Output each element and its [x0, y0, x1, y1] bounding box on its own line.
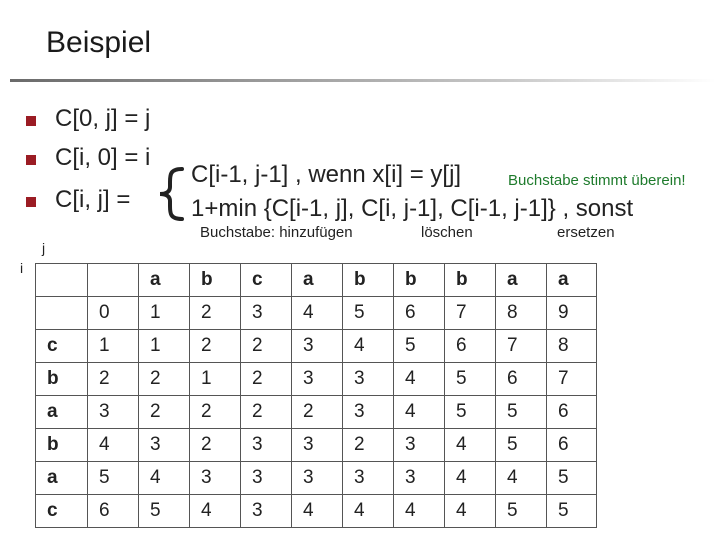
column-letter-cell: b: [445, 264, 496, 297]
value-cell: 3: [343, 396, 394, 429]
distance-table: [35, 263, 597, 528]
empty-row-letter-cell: [36, 297, 88, 330]
column-letter-cell: a: [547, 264, 597, 297]
value-cell: 4: [292, 297, 343, 330]
bullet-marker: [26, 197, 36, 207]
value-cell: 7: [445, 297, 496, 330]
value-cell: 2: [190, 429, 241, 462]
value-cell: 3: [343, 462, 394, 495]
value-cell: 2: [190, 396, 241, 429]
value-cell: 4: [139, 462, 190, 495]
value-cell: 5: [445, 396, 496, 429]
value-cell: 3: [241, 429, 292, 462]
row-letter-cell: a: [36, 462, 88, 495]
axis-label-j: j: [42, 240, 46, 256]
value-cell: 3: [292, 363, 343, 396]
value-cell: 5: [547, 462, 597, 495]
rule-first-row: C[0, j] = j: [55, 105, 151, 132]
value-cell: 4: [292, 495, 343, 528]
row-letter-cell: c: [36, 495, 88, 528]
column-letter-cell: a: [292, 264, 343, 297]
value-cell: 3: [292, 330, 343, 363]
value-cell: 2: [241, 330, 292, 363]
value-cell: 1: [190, 363, 241, 396]
value-cell: 3: [139, 429, 190, 462]
value-cell: 3: [241, 462, 292, 495]
value-cell: 2: [139, 396, 190, 429]
value-cell: 3: [292, 429, 343, 462]
value-cell: 4: [394, 396, 445, 429]
value-cell: 6: [445, 330, 496, 363]
empty-header-cell: [88, 264, 139, 297]
value-cell: 5: [343, 297, 394, 330]
value-cell: 2: [139, 363, 190, 396]
value-cell: 4: [496, 462, 547, 495]
value-cell: 4: [445, 429, 496, 462]
value-cell: 3: [190, 462, 241, 495]
value-cell: 6: [88, 495, 139, 528]
bullet-marker: [26, 155, 36, 165]
note-delete: löschen: [421, 224, 473, 241]
value-cell: 3: [343, 363, 394, 396]
value-cell: 5: [394, 330, 445, 363]
value-cell: 6: [496, 363, 547, 396]
value-cell: 4: [445, 495, 496, 528]
value-cell: 5: [496, 495, 547, 528]
value-cell: 3: [241, 495, 292, 528]
value-cell: 2: [241, 363, 292, 396]
row-letter-cell: b: [36, 429, 88, 462]
slide-title: Beispiel: [46, 26, 152, 59]
value-cell: 2: [241, 396, 292, 429]
value-cell: 2: [343, 429, 394, 462]
value-cell: 7: [496, 330, 547, 363]
value-cell: 2: [190, 330, 241, 363]
column-letter-cell: b: [343, 264, 394, 297]
value-cell: 3: [394, 429, 445, 462]
row-letter-cell: a: [36, 396, 88, 429]
value-cell: 1: [88, 330, 139, 363]
value-cell: 8: [547, 330, 597, 363]
table-row: [36, 462, 597, 495]
table-row: [36, 330, 597, 363]
value-cell: 3: [394, 462, 445, 495]
title-divider: [10, 79, 716, 82]
value-cell: 2: [292, 396, 343, 429]
table-row: [36, 495, 597, 528]
rule-first-column: C[i, 0] = i: [55, 144, 151, 171]
value-cell: 8: [496, 297, 547, 330]
value-cell: 1: [139, 330, 190, 363]
value-cell: 2: [88, 363, 139, 396]
value-cell: 4: [88, 429, 139, 462]
value-cell: 9: [547, 297, 597, 330]
value-cell: 6: [547, 396, 597, 429]
value-cell: 3: [88, 396, 139, 429]
value-cell: 4: [190, 495, 241, 528]
value-cell: 1: [139, 297, 190, 330]
value-cell: 5: [496, 396, 547, 429]
value-cell: 4: [343, 495, 394, 528]
column-letter-cell: a: [496, 264, 547, 297]
value-cell: 5: [445, 363, 496, 396]
value-cell: 6: [394, 297, 445, 330]
value-cell: 4: [394, 495, 445, 528]
value-cell: 0: [88, 297, 139, 330]
value-cell: 5: [139, 495, 190, 528]
row-letter-cell: c: [36, 330, 88, 363]
column-letter-cell: c: [241, 264, 292, 297]
value-cell: 3: [241, 297, 292, 330]
value-cell: 7: [547, 363, 597, 396]
curly-brace-icon: [157, 166, 187, 222]
value-cell: 4: [445, 462, 496, 495]
table-row: [36, 363, 597, 396]
note-replace: ersetzen: [557, 224, 615, 241]
column-letter-cell: b: [190, 264, 241, 297]
rule-recurrence: C[i, j] =: [55, 186, 131, 213]
table-row: [36, 297, 597, 330]
value-cell: 5: [496, 429, 547, 462]
bullet-marker: [26, 116, 36, 126]
value-cell: 2: [190, 297, 241, 330]
column-letter-cell: a: [139, 264, 190, 297]
value-cell: 6: [547, 429, 597, 462]
table-header-row: [36, 264, 597, 297]
corner-cell: [36, 264, 88, 297]
case-match: C[i-1, j-1] , wenn x[i] = y[j]: [191, 161, 462, 188]
note-match: Buchstabe stimmt überein!: [508, 172, 686, 189]
table-row: [36, 429, 597, 462]
row-letter-cell: b: [36, 363, 88, 396]
table-row: [36, 396, 597, 429]
case-otherwise: 1+min {C[i-1, j], C[i, j-1], C[i-1, j-1]} , sonst: [191, 195, 634, 222]
column-letter-cell: b: [394, 264, 445, 297]
value-cell: 5: [547, 495, 597, 528]
value-cell: 4: [343, 330, 394, 363]
value-cell: 5: [88, 462, 139, 495]
value-cell: 3: [292, 462, 343, 495]
axis-label-i: i: [20, 260, 24, 276]
note-insert: Buchstabe: hinzufügen: [200, 224, 353, 241]
value-cell: 4: [394, 363, 445, 396]
